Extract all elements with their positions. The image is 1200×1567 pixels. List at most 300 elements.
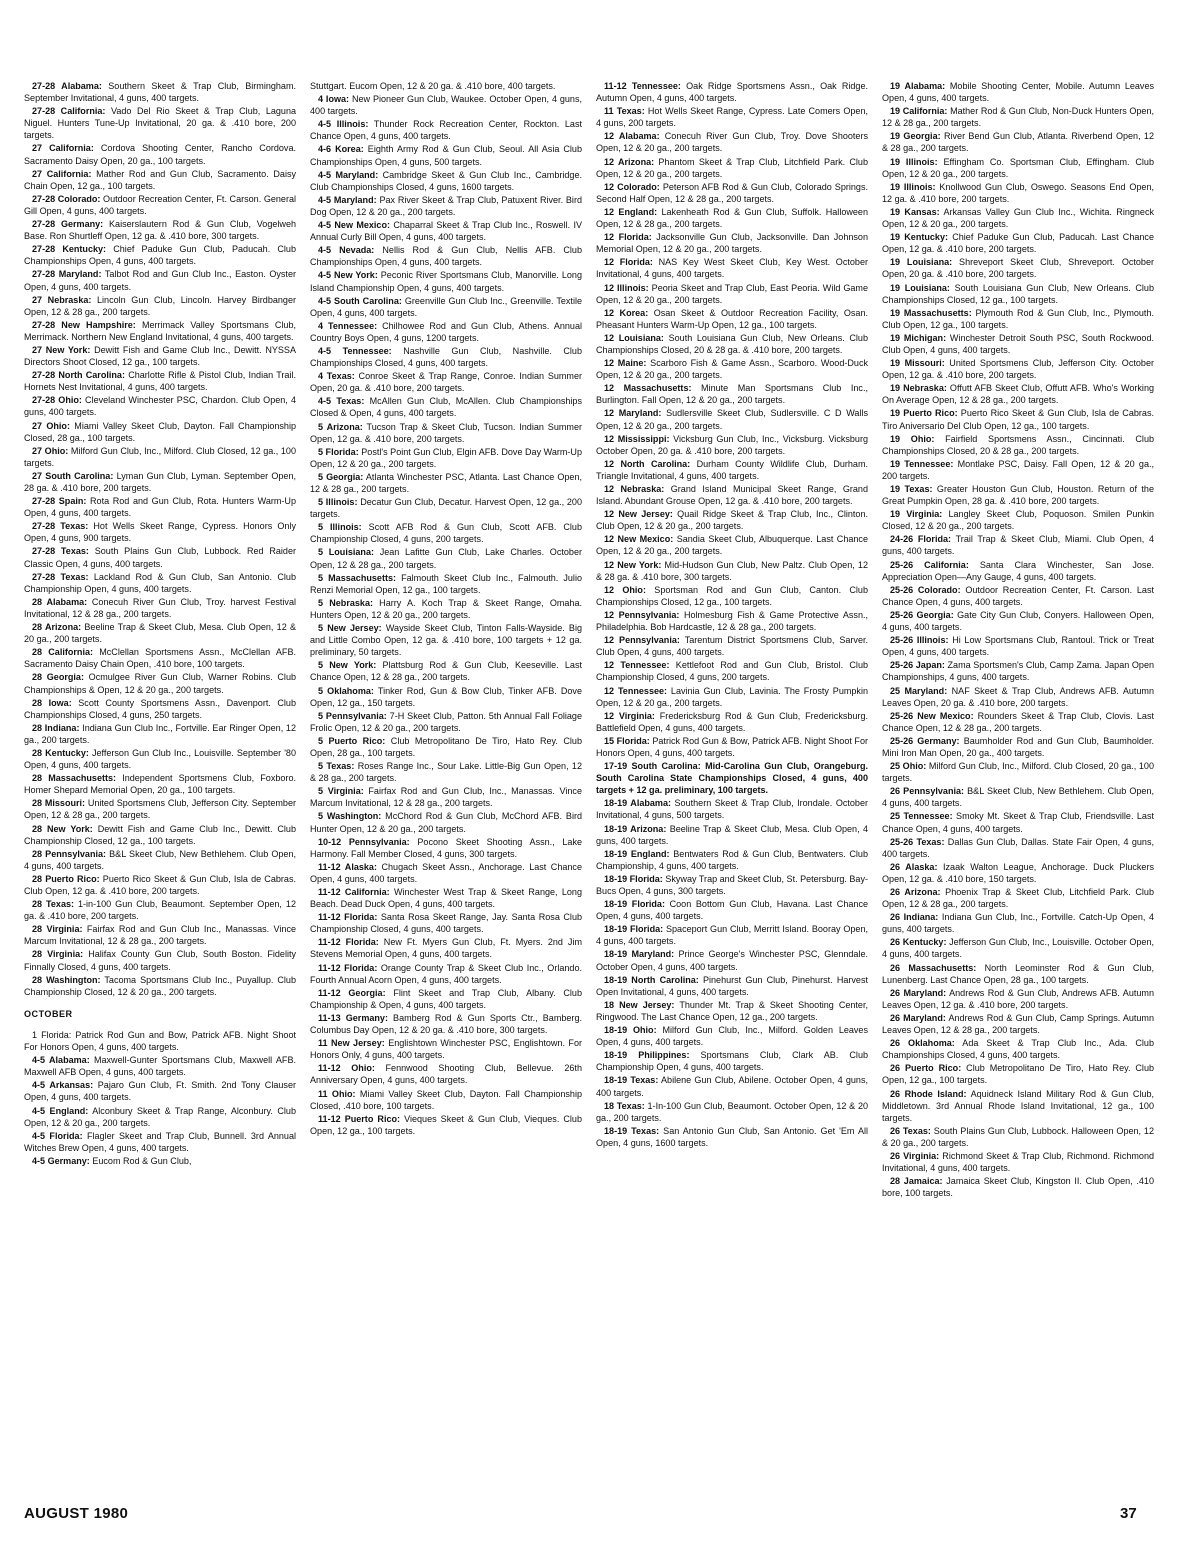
shoot-listing: [596, 760, 868, 796]
listing-date-state: 12 Florida:: [604, 232, 652, 243]
shoot-listing: [596, 1100, 868, 1124]
listing-date-state: 28 Puerto Rico:: [32, 873, 100, 884]
shoot-listing: [596, 710, 868, 734]
listing-date-state: 4-5 Tennessee:: [318, 345, 392, 356]
shoot-listing: [310, 446, 582, 470]
listing-details: South Louisiana Gun Club, New Orleans. Club Championships Closed, 20 & 28 ga. & .410 bore, 200 targets.: [596, 332, 868, 355]
listing-details: Trail Trap & Skeet Club, Miami. Club Open, 4 guns, 400 targets.: [882, 534, 1154, 557]
listing-date-state: 4-5 Alabama:: [32, 1055, 90, 1066]
shoot-listing: [882, 584, 1154, 608]
listing-details: Holmesburg Fish & Game Protective Assn., Philadelphia. Bob Hardcastle, 12 & 28 ga., 200 targets.: [596, 609, 868, 633]
listing-date-state: 12 New Mexico:: [604, 534, 674, 545]
listing-details: Club Metropolitano De Tiro, Hato Rey. Club Open, 28 ga., 100 targets.: [310, 735, 582, 758]
listing-date-state: 12 Ohio:: [604, 584, 646, 595]
listing-details: Milford Gun Club, Inc., Milford. Club Closed, 20 ga., 100 targets.: [882, 761, 1154, 784]
listing-date-state: 26 Alaska:: [890, 861, 938, 872]
listing-date-state: 28 California:: [32, 647, 94, 658]
shoot-listing: [882, 685, 1154, 709]
listing-details: Ocmulgee River Gun Club, Warner Robins. Club Championships & Open, 12 & 20 ga., 200 targets.: [24, 672, 297, 695]
listing-details: Abilene Gun Club, Abilene. October Open, 4 guns, 400 targets.: [596, 1075, 868, 1098]
listing-details: Sandia Skeet Club, Albuquerque. Last Chance Open, 12 & 20 ga., 200 targets.: [596, 534, 868, 557]
listing-details: Pocono Skeet Shooting Assn., Lake Harmony. Fall Member Closed, 4 guns, 300 targets.: [310, 836, 582, 859]
listing-details: Tarentum District Sportsmens Club, Sarver. Club Open, 4 guns, 400 targets.: [596, 635, 868, 658]
shoot-listing: [596, 659, 868, 683]
listing-date-state: 5 Nebraska:: [318, 597, 373, 608]
listing-date-state: 12 North Carolina:: [604, 458, 691, 469]
listing-date-state: 4-5 Texas:: [318, 396, 365, 407]
listing-date-state: 4-5 Maryland:: [318, 169, 379, 180]
shoot-listing: [596, 407, 868, 431]
listing-date-state: 26 Virginia:: [890, 1150, 940, 1161]
shoot-listing: [882, 609, 1154, 633]
listing-details: Patrick Rod Gun & Bow, Patrick AFB. Night Shoot For Honors Open, 4 guns, 400 targets.: [596, 735, 868, 758]
listing-column-2: [310, 80, 582, 1138]
shoot-listing: [310, 962, 582, 986]
listing-details: Indiana Gun Club Inc., Fortville. Ear Ringer Open, 12 ga., 200 targets.: [24, 722, 296, 745]
issue-date: AUGUST 1980: [24, 1505, 129, 1522]
shoot-listing: [882, 1037, 1154, 1061]
shoot-listing: [24, 697, 296, 721]
listing-date-state: 19 Virginia:: [890, 509, 943, 520]
listing-date-state: 10-12 Pennsylvania:: [318, 836, 410, 847]
listing-date-state: 26 Maryland:: [890, 987, 947, 998]
shoot-listing: [596, 80, 868, 104]
listing-details: Sudlersville Skeet Club, Sudlersville. C D Walls Open, 12 & 20 ga., 200 targets.: [596, 408, 868, 431]
listing-date-state: 26 Rhode Island:: [890, 1088, 967, 1099]
shoot-listing: [310, 345, 582, 369]
listing-details: Tinker Rod, Gun & Bow Club, Tinker AFB. Dove Open, 12 ga., 150 targets.: [310, 685, 582, 708]
shoot-listing: [596, 685, 868, 709]
shoot-listing: [596, 898, 868, 922]
listing-date-state: 5 Arizona:: [318, 421, 363, 432]
listing-details: Dewitt Fish and Game Club Inc., Dewitt. Club Championship Closed, 12 ga., 100 targets.: [24, 823, 296, 846]
listing-date-state: 12 Pennsylvania:: [604, 635, 680, 646]
listing-date-state: 4-6 Korea:: [318, 144, 364, 155]
listing-details: Mobile Shooting Center, Mobile. Autumn Leaves Open, 4 guns, 400 targets.: [882, 81, 1154, 104]
listing-date-state: 11-12 California:: [318, 887, 390, 897]
listing-details: Prince George's Winchester PSC, Glenndale. October Open, 4 guns, 400 targets.: [596, 949, 868, 972]
shoot-listing: [596, 974, 868, 998]
listing-date-state: 27-28 Ohio:: [32, 395, 82, 406]
shoot-listing: [310, 710, 582, 734]
listing-details: Mid-Hudson Gun Club, New Paltz. Club Open, 12 & 28 ga. & .410 bore, 300 targets.: [596, 559, 868, 582]
listing-details: Santa Rosa Skeet Range, Jay. Santa Rosa Club Championship Closed, 4 guns, 400 targets.: [310, 912, 583, 935]
listing-details: Chaparral Skeet & Trap Club Inc., Roswell. IV Annual Curly Bill Open, 4 guns, 400 targets.: [310, 220, 582, 243]
listing-date-state: 28 Texas:: [32, 899, 75, 910]
listing-date-state: 12 Tennessee:: [604, 660, 670, 671]
listing-details: Pajaro Gun Club, Ft. Smith. 2nd Tony Clauser Open, 4 guns, 400 targets.: [24, 1080, 296, 1103]
listing-date-state: 19 California:: [890, 106, 948, 117]
shoot-listing: [310, 143, 582, 167]
listing-date-state: 12 Maryland:: [604, 408, 662, 419]
shoot-listing: [596, 923, 868, 947]
shoot-listing: [310, 546, 582, 570]
listing-details: Postl's Point Gun Club, Elgin AFB. Dove Day Warm-Up Open, 12 & 20 ga., 200 targets.: [310, 446, 582, 469]
listing-date-state: 28 Pennsylvania:: [32, 848, 107, 859]
listing-date-state: 18 New Jersey:: [604, 999, 675, 1010]
listing-details: San Antonio Gun Club, San Antonio. Get 'Em All Open, 4 guns, 1600 targets.: [596, 1125, 868, 1148]
page-number: 37: [1120, 1505, 1137, 1522]
listing-details: Englishtown Winchester PSC, Englishtown. For Honors Only, 4 guns, 400 targets.: [310, 1038, 582, 1061]
listing-date-state: 11-12 Florida:: [318, 962, 378, 973]
shoot-listing: [596, 508, 868, 532]
shoot-listing: [882, 533, 1154, 557]
shoot-listing: [882, 760, 1154, 784]
listing-details: Scarboro Fish & Game Assn., Scarboro. Wood-Duck Open, 12 & 20 ga., 200 targets.: [596, 358, 868, 381]
listing-date-state: 12 England:: [604, 206, 658, 217]
shoot-listing: [24, 369, 296, 393]
listing-date-state: 4 Texas:: [318, 371, 355, 382]
listing-date-state: 4 Tennessee:: [318, 320, 378, 331]
listing-details: Peoria Skeet and Trap Club, East Peoria. Wild Game Open, 12 & 20 ga., 200 targets.: [596, 282, 868, 305]
shoot-listing: [596, 382, 868, 406]
listing-details: Skyway Trap and Skeet Club, St. Petersburg. Bay-Bucs Open, 4 guns, 300 targets.: [596, 873, 868, 896]
shoot-listing: [882, 231, 1154, 255]
shoot-listing: [596, 559, 868, 583]
shoot-listing: [882, 1088, 1154, 1124]
listing-date-state: 5 Massachusetts:: [318, 572, 397, 583]
listing-details: Harry A. Koch Trap & Skeet Range, Omaha. Hunters Open, 12 & 20 ga., 200 targets.: [310, 597, 582, 620]
listing-column-4: [882, 80, 1154, 1200]
shoot-listing: [24, 218, 296, 242]
listing-date-state: 19 Illinois:: [890, 181, 936, 192]
shoot-listing: [24, 445, 296, 469]
listing-details: Talbot Rod and Gun Club Inc., Easton. Oyster Open, 4 guns, 400 targets.: [24, 269, 296, 292]
listing-details: McChord Rod & Gun Club, McChord AFB. Bird Hunter Open, 12 & 20 ga., 200 targets.: [310, 811, 582, 834]
listing-date-state: 27-28 Texas:: [32, 546, 89, 557]
listing-date-state: 19 Kentucky:: [890, 232, 949, 243]
listing-date-state: 19 Louisiana:: [890, 257, 953, 268]
shoot-listing: [310, 911, 582, 935]
listing-details: Scott County Sportsmens Assn., Davenport. Club Championships Closed, 4 guns, 250 targets.: [24, 697, 296, 720]
shoot-listing: [882, 1062, 1154, 1086]
shoot-listing: [596, 735, 868, 759]
listing-details: Plymouth Rod & Gun Club, Inc., Plymouth. Club Open, 12 ga., 100 targets.: [882, 307, 1154, 330]
listing-details: Aquidneck Island Military Rod & Gun Club, Middletown. 3rd Annual Rhode Island Invitational, 12 ga., 100 targets.: [882, 1088, 1154, 1123]
listing-details: Scott AFB Rod & Gun Club, Scott AFB. Club Championship Closed, 4 guns, 200 targets.: [310, 522, 582, 545]
listing-date-state: 19 Kansas:: [890, 206, 940, 217]
listing-date-state: 11-12 Alaska:: [318, 861, 377, 872]
listing-details: Indiana Gun Club, Inc., Fortville. Catch-Up Open, 4 guns, 400 targets.: [882, 912, 1154, 935]
listing-details: Chugach Skeet Assn., Anchorage. Last Chance Open, 4 guns, 400 targets.: [310, 861, 582, 884]
listing-details: Greater Houston Gun Club, Houston. Return of the Great Pumpkin Open, 28 ga. & .410 bore, 200 targets.: [882, 484, 1154, 507]
listing-date-state: 11-12 Florida:: [318, 912, 378, 923]
listing-date-state: 11-12 Tennessee:: [604, 81, 681, 91]
shoot-listing: [310, 395, 582, 419]
listing-date-state: 27-28 North Carolina:: [32, 370, 125, 381]
listing-date-state: 27-28 Colorado:: [32, 193, 101, 204]
shoot-listing: [24, 772, 296, 796]
shoot-listing: [310, 1062, 582, 1086]
listing-details: B&L Skeet Club, New Bethlehem. Club Open, 4 guns, 400 targets.: [24, 848, 296, 871]
shoot-listing: [310, 572, 582, 596]
listing-date-state: 5 New Jersey:: [318, 623, 382, 634]
listing-date-state: 18-19 Florida:: [604, 873, 663, 884]
listing-details: Spaceport Gun Club, Merritt Island. Booray Open, 4 guns, 400 targets.: [596, 924, 868, 947]
listing-details: Maxwell-Gunter Sportsmans Club, Maxwell AFB. Maxwell AFB Open, 4 guns, 400 targets.: [24, 1055, 296, 1078]
listing-details: North Leominster Rod & Gun Club, Lunenberg. Last Chance Open, 28 ga., 100 targets.: [882, 962, 1154, 985]
shoot-listing: [24, 722, 296, 746]
shoot-listing: [882, 810, 1154, 834]
listing-details: South Plains Gun Club, Lubbock. Red Raider Classic Open, 4 guns, 400 targets.: [24, 546, 296, 569]
shoot-listing: [24, 495, 296, 519]
listing-details: Knollwood Gun Club, Oswego. Seasons End Open, 12 ga. & .410 bore, 200 targets.: [882, 181, 1154, 204]
shoot-listing: [596, 458, 868, 482]
listing-details: Phoenix Trap & Skeet Club, Litchfield Park. Club Open, 12 & 28 ga., 200 targets.: [882, 887, 1154, 910]
listing-date-state: 28 Virginia:: [32, 924, 83, 935]
listing-details: Lackland Rod & Gun Club, San Antonio. Club Championship Open, 4 guns, 400 targets.: [24, 571, 296, 594]
listing-details: Winchester West Trap & Skeet Range, Long Beach. Dead Duck Open, 4 guns, 400 targets.: [310, 887, 582, 910]
shoot-listing: [310, 659, 582, 683]
listing-date-state: 19 Michigan:: [890, 332, 947, 343]
listing-details: Andrews Rod & Gun Club, Andrews AFB. Autumn Leaves Open, 12 ga. & .410 bore, 200 targets.: [882, 987, 1154, 1010]
listing-date-state: 12 Colorado:: [604, 181, 660, 192]
listing-date-state: 28 Georgia:: [32, 672, 84, 683]
shoot-listing: [882, 911, 1154, 935]
listing-details: Decatur Gun Club, Decatur. Harvest Open, 12 ga., 200 targets.: [310, 497, 582, 520]
shoot-listing: [596, 357, 868, 381]
listing-details: NAS Key West Skeet Club, Key West. October Invitational, 4 guns, 400 targets.: [596, 257, 868, 280]
shoot-listing: [310, 219, 582, 243]
shoot-listing: [24, 294, 296, 318]
listing-date-state: 26 Indiana:: [890, 912, 939, 923]
shoot-listing: [882, 458, 1154, 482]
shoot-listing: [310, 320, 582, 344]
listing-details: Roses Range Inc., Sour Lake. Little-Big Gun Open, 12 & 28 ga., 200 targets.: [310, 761, 582, 784]
listing-date-state: 5 Washington:: [318, 811, 382, 822]
listing-details: Winchester Detroit South PSC, South Rockwood. Club Open, 4 guns, 400 targets.: [882, 332, 1154, 355]
listing-date-state: 11 Ohio:: [318, 1088, 356, 1099]
listing-date-state: 26 Puerto Rico:: [890, 1063, 962, 1074]
shoot-listing: [24, 1155, 296, 1167]
listing-date-state: 5 Virginia:: [318, 786, 364, 797]
listing-details: Miami Valley Skeet Club, Dayton. Fall Championship Closed, 28 ga., 100 targets.: [24, 420, 296, 443]
listing-details: Mather Rod & Gun Club, Non-Duck Hunters Open, 12 & 28 ga., 200 targets.: [882, 106, 1154, 129]
listing-date-state: 18-19 Alabama:: [604, 798, 672, 809]
listing-date-state: 11-12 Ohio:: [318, 1063, 375, 1074]
listing-date-state: 25 Ohio:: [890, 761, 927, 772]
shoot-listing: [596, 206, 868, 230]
listing-details: Tacoma Sportsmans Club Inc., Puyallup. Club Championship Closed, 12 & 20 ga., 200 targets.: [24, 974, 297, 997]
listing-details: Puerto Rico Skeet & Gun Club, Isla de Cabras. Club Open, 12 ga. & .410 bore, 200 targets.: [24, 873, 296, 896]
shoot-listing: [310, 521, 582, 545]
listing-date-state: 19 Illinois:: [890, 156, 938, 167]
shoot-listing: [882, 936, 1154, 960]
listing-date-state: 11-12 Florida:: [318, 937, 379, 948]
listing-details: Ada Skeet & Trap Club Inc., Ada. Club Championships Closed, 4 guns, 400 targets.: [882, 1038, 1154, 1061]
shoot-listing: [24, 948, 296, 972]
shoot-listing: [310, 1012, 582, 1036]
listing-details: Zama Sportsmen's Club, Camp Zama. Japan Open Championships, 4 guns, 400 targets.: [882, 660, 1155, 683]
listing-details: Atlanta Winchester PSC, Atlanta. Last Chance Open, 12 & 28 ga., 200 targets.: [310, 471, 582, 494]
listing-date-state: 12 Pennsylvania:: [604, 609, 680, 620]
listing-details: Montlake PSC, Daisy. Fall Open, 12 & 20 ga., 200 targets.: [882, 458, 1155, 481]
shoot-listing: [596, 332, 868, 356]
shoot-listing: [882, 130, 1154, 154]
listing-date-state: 26 Texas:: [890, 1125, 931, 1136]
listing-date-state: 25-26 Colorado:: [890, 584, 961, 595]
listing-column-1: [24, 80, 296, 1168]
listing-details: Peterson AFB Rod & Gun Club, Colorado Springs. Second Half Open, 12 & 28 ga., 200 targets.: [596, 181, 868, 204]
listing-date-state: 12 Massachusetts:: [604, 383, 692, 394]
listing-details: Lyman Gun Club, Lyman. September Open, 28 ga. & .410 bore, 200 targets.: [24, 470, 296, 493]
listing-details: Kettlefoot Rod and Gun Club, Bristol. Club Championship Closed, 4 guns, 200 targets.: [596, 660, 869, 683]
listing-details: 1-In-100 Gun Club, Beaumont. October Open, 12 & 20 ga., 200 targets.: [596, 1100, 869, 1123]
listing-details: Lincoln Gun Club, Lincoln. Harvey Birdbanger Open, 12 & 28 ga., 200 targets.: [24, 294, 296, 317]
listing-details: Vicksburg Gun Club, Inc., Vicksburg. Vicksburg October Open, 20 ga. & .410 bore, 200 targets.: [596, 433, 868, 456]
shoot-listing: [24, 747, 296, 771]
listing-details: Plattsburg Rod & Gun Club, Keeseville. Last Chance Open, 12 & 28 ga., 200 targets.: [310, 660, 583, 683]
listing-date-state: 27-28 Maryland:: [32, 269, 102, 280]
listing-date-state: 25 Maryland:: [890, 685, 948, 696]
listing-date-state: 19 Missouri:: [890, 358, 945, 369]
listing-details: Hot Wells Skeet Range, Cypress. Late Comers Open, 4 guns, 200 targets.: [596, 106, 869, 129]
shoot-listing: [24, 974, 296, 998]
listing-date-state: 18-19 Philippines:: [604, 1050, 690, 1061]
listing-date-state: 5 New York:: [318, 660, 377, 671]
shoot-listing: [882, 332, 1154, 356]
listing-details: Offutt AFB Skeet Club, Offutt AFB. Who's Working On Average Open, 12 & 28 ga., 200 targets.: [882, 383, 1155, 406]
listing-date-state: 12 New York:: [604, 559, 662, 570]
shoot-listing: [882, 1150, 1154, 1174]
listing-date-state: 5 Pennsylvania:: [318, 710, 387, 721]
listing-date-state: 27 Ohio:: [32, 420, 70, 431]
listing-details: 1-in-100 Gun Club, Beaumont. September Open, 12 ga. & .410 bore, 200 targets.: [24, 899, 296, 922]
listing-date-state: 25-26 California:: [890, 559, 969, 570]
listing-details: Effingham Co. Sportsman Club, Effingham. Club Open, 12 & 20 ga., 200 targets.: [882, 156, 1154, 179]
shoot-listing: [310, 370, 582, 394]
shoot-listing: [24, 923, 296, 947]
listing-details: New Ft. Myers Gun Club, Ft. Myers. 2nd Jim Stevens Memorial Open, 4 guns, 400 targets.: [310, 937, 582, 960]
listing-details: Jefferson Gun Club Inc., Louisville. September '80 Open, 4 guns, 400 targets.: [24, 747, 296, 771]
shoot-listing: [24, 470, 296, 494]
listing-details: Southern Skeet & Trap Club, Irondale. October Invitational, 4 guns, 500 targets.: [596, 798, 868, 821]
listing-details: Baumholder Rod and Gun Club, Baumholder. Mini Iron Man Open, 20 ga., 400 targets.: [882, 735, 1154, 758]
shoot-listing: [882, 1125, 1154, 1149]
listing-date-state: 4-5 Maryland:: [318, 194, 377, 205]
listing-date-state: 4-5 Arkansas:: [32, 1080, 94, 1091]
shoot-listing: [24, 823, 296, 847]
listing-date-state: 5 Puerto Rico:: [318, 735, 386, 746]
listing-details: Phantom Skeet & Trap Club, Litchfield Park. Club Open, 12 & 20 ga., 200 targets.: [596, 156, 869, 179]
listing-date-state: 5 Illinois:: [318, 522, 362, 533]
shoot-listing: [596, 634, 868, 658]
shoot-listing: Stuttgart. Eucom Open, 12 & 20 ga. & .410 bore, 400 targets.: [310, 81, 556, 91]
listing-details: Mather Rod and Gun Club, Sacramento. Daisy Chain Open, 12 ga., 100 targets.: [24, 168, 296, 191]
shoot-listing: [24, 520, 296, 544]
shoot-listing: [596, 181, 868, 205]
listing-date-state: 19 Ohio:: [890, 433, 935, 444]
listing-date-state: 11-13 Germany:: [318, 1012, 388, 1023]
listing-date-state: 12 Maine:: [604, 358, 647, 369]
listing-date-state: 28 Alabama:: [32, 596, 88, 607]
listing-date-state: 25-26 Illinois:: [890, 635, 949, 646]
listing-date-state: 27 New York:: [32, 344, 91, 355]
listing-details: Cordova Shooting Center, Rancho Cordova. Sacramento Daisy Open, 20 ga., 100 targets.: [24, 143, 296, 166]
listing-date-state: 12 Alabama:: [604, 131, 660, 142]
shoot-listing: [24, 344, 296, 368]
listing-date-state: 28 Kentucky:: [32, 747, 89, 758]
listing-details: Wayside Skeet Club, Tinton Falls-Wayside. Big and Little Combo Open, 12 ga. & .410 bore, 100 targets + 12 ga. preliminary, 50 targets.: [310, 623, 582, 658]
shoot-listing: [24, 420, 296, 444]
listing-details: Milford Gun Club, Inc., Milford. Golden Leaves Open, 4 guns, 400 targets.: [596, 1025, 868, 1048]
shoot-listing: [310, 685, 582, 709]
listing-details: Bamberg Rod & Gun Sports Ctr., Bamberg. Columbus Day Open, 12 & 20 ga. & .410 bore, 300 targets.: [310, 1012, 582, 1036]
listing-date-state: 28 Missouri:: [32, 798, 86, 809]
listing-details: Chief Paduke Gun Club, Paducah. Club Championships Open, 4 guns, 400 targets.: [24, 244, 296, 267]
listing-date-state: 27 South Carolina:: [32, 470, 114, 481]
listing-date-state: 19 Louisiana:: [890, 282, 950, 293]
listing-date-state: 18-19 Arizona:: [604, 823, 667, 834]
listing-details: Oak Ridge Sportsmens Assn., Oak Ridge. Autumn Open, 4 guns, 400 targets.: [596, 81, 869, 104]
shoot-listing: [24, 319, 296, 343]
shoot-listing: [882, 962, 1154, 986]
listing-details: Flagler Skeet and Trap Club, Bunnell. 3rd Annual Witches Brew Open, 4 guns, 400 targets.: [24, 1130, 296, 1153]
shoot-listing: [596, 256, 868, 280]
listing-details: Club Metropolitano De Tiro, Hato Rey. Club Open, 12 ga., 100 targets.: [882, 1063, 1155, 1086]
listing-details: Kaiserslautern Rod & Gun Club, Vogelweh Base. Ron Shurtleff Open, 12 ga. & .410 bore, 300 targets.: [24, 219, 297, 242]
shoot-listing: [24, 142, 296, 166]
listing-details: Hi Low Sportsmans Club, Rantoul. Trick or Treat Open, 4 guns, 400 targets.: [882, 635, 1154, 658]
shoot-listing: [310, 987, 582, 1011]
shoot-listing: [882, 886, 1154, 910]
shoot-listing: [24, 898, 296, 922]
shoot-listing: [882, 987, 1154, 1011]
shoot-listing: [310, 810, 582, 834]
listing-date-state: 5 Texas:: [318, 761, 355, 772]
listing-details: Hot Wells Skeet Range, Cypress. Honors Only Open, 4 guns, 900 targets.: [24, 521, 296, 544]
shoot-listing: [310, 244, 582, 268]
listing-date-state: 27-28 Texas:: [32, 521, 89, 532]
shoot-listing: [310, 496, 582, 520]
listing-date-state: 27-28 Germany:: [32, 219, 104, 230]
shoot-listing: [24, 571, 296, 595]
listing-date-state: 25-26 Germany:: [890, 735, 960, 746]
listing-details: Jacksonville Gun Club, Jacksonville. Dan Johnson Memorial Open, 12 & 20 ga., 200 targets.: [596, 232, 868, 255]
shoot-listing: [882, 382, 1154, 406]
listing-date-state: 24-26 Florida:: [890, 534, 952, 545]
shoot-listing: [310, 295, 582, 319]
shoot-listing: [24, 797, 296, 821]
listing-date-state: 12 Illinois:: [604, 282, 649, 293]
listing-date-state: 18-19 England:: [604, 848, 670, 859]
listing-date-state: 28 Iowa:: [32, 697, 72, 708]
listing-date-state: 19 Nebraska:: [890, 383, 947, 394]
listing-column-3: [596, 80, 868, 1150]
listing-details: Grand Island Municipal Skeet Range, Grand Island. Abundant Grouse Open, 12 ga. & .410 bore, 200 targets.: [596, 484, 868, 507]
listing-date-state: 5 Georgia:: [318, 471, 364, 482]
listing-details: Rounders Skeet & Trap Club, Clovis. Last Chance Open, 12 & 28 ga., 200 targets.: [882, 710, 1155, 733]
shoot-listing: [596, 848, 868, 872]
listing-date-state: 19 Puerto Rico:: [890, 408, 958, 419]
listing-date-state: 4-5 New Mexico:: [318, 220, 390, 231]
listing-date-state: 19 Alabama:: [890, 81, 946, 91]
listing-date-state: 19 Tennessee:: [890, 458, 954, 469]
listing-details: Jean Lafitte Gun Club, Lake Charles. October Open, 12 & 28 ga., 200 targets.: [310, 547, 582, 570]
listing-date-state: 25-26 Japan:: [890, 660, 945, 671]
listing-date-state: 5 Louisiana:: [318, 547, 374, 558]
listing-details: Jefferson Gun Club, Inc., Louisville. October Open, 4 guns, 400 targets.: [882, 937, 1154, 960]
listing-details: Flint Skeet and Trap Club, Albany. Club Championship & Open, 4 guns, 400 targets.: [310, 987, 582, 1010]
listing-date-state: 5 Oklahoma:: [318, 685, 374, 696]
listing-date-state: 18-19 Florida:: [604, 899, 665, 910]
shoot-listing: [310, 471, 582, 495]
listing-date-state: 18-19 Florida:: [604, 924, 664, 935]
shoot-listing: [24, 545, 296, 569]
listing-details: McAllen Gun Club, McAllen. Club Championships Closed & Open, 4 guns, 400 targets.: [310, 396, 582, 419]
listing-details: Beeline Trap & Skeet Club, Mesa. Club Open, 12 & 20 ga., 200 targets.: [24, 622, 296, 645]
shoot-listing: [24, 646, 296, 670]
